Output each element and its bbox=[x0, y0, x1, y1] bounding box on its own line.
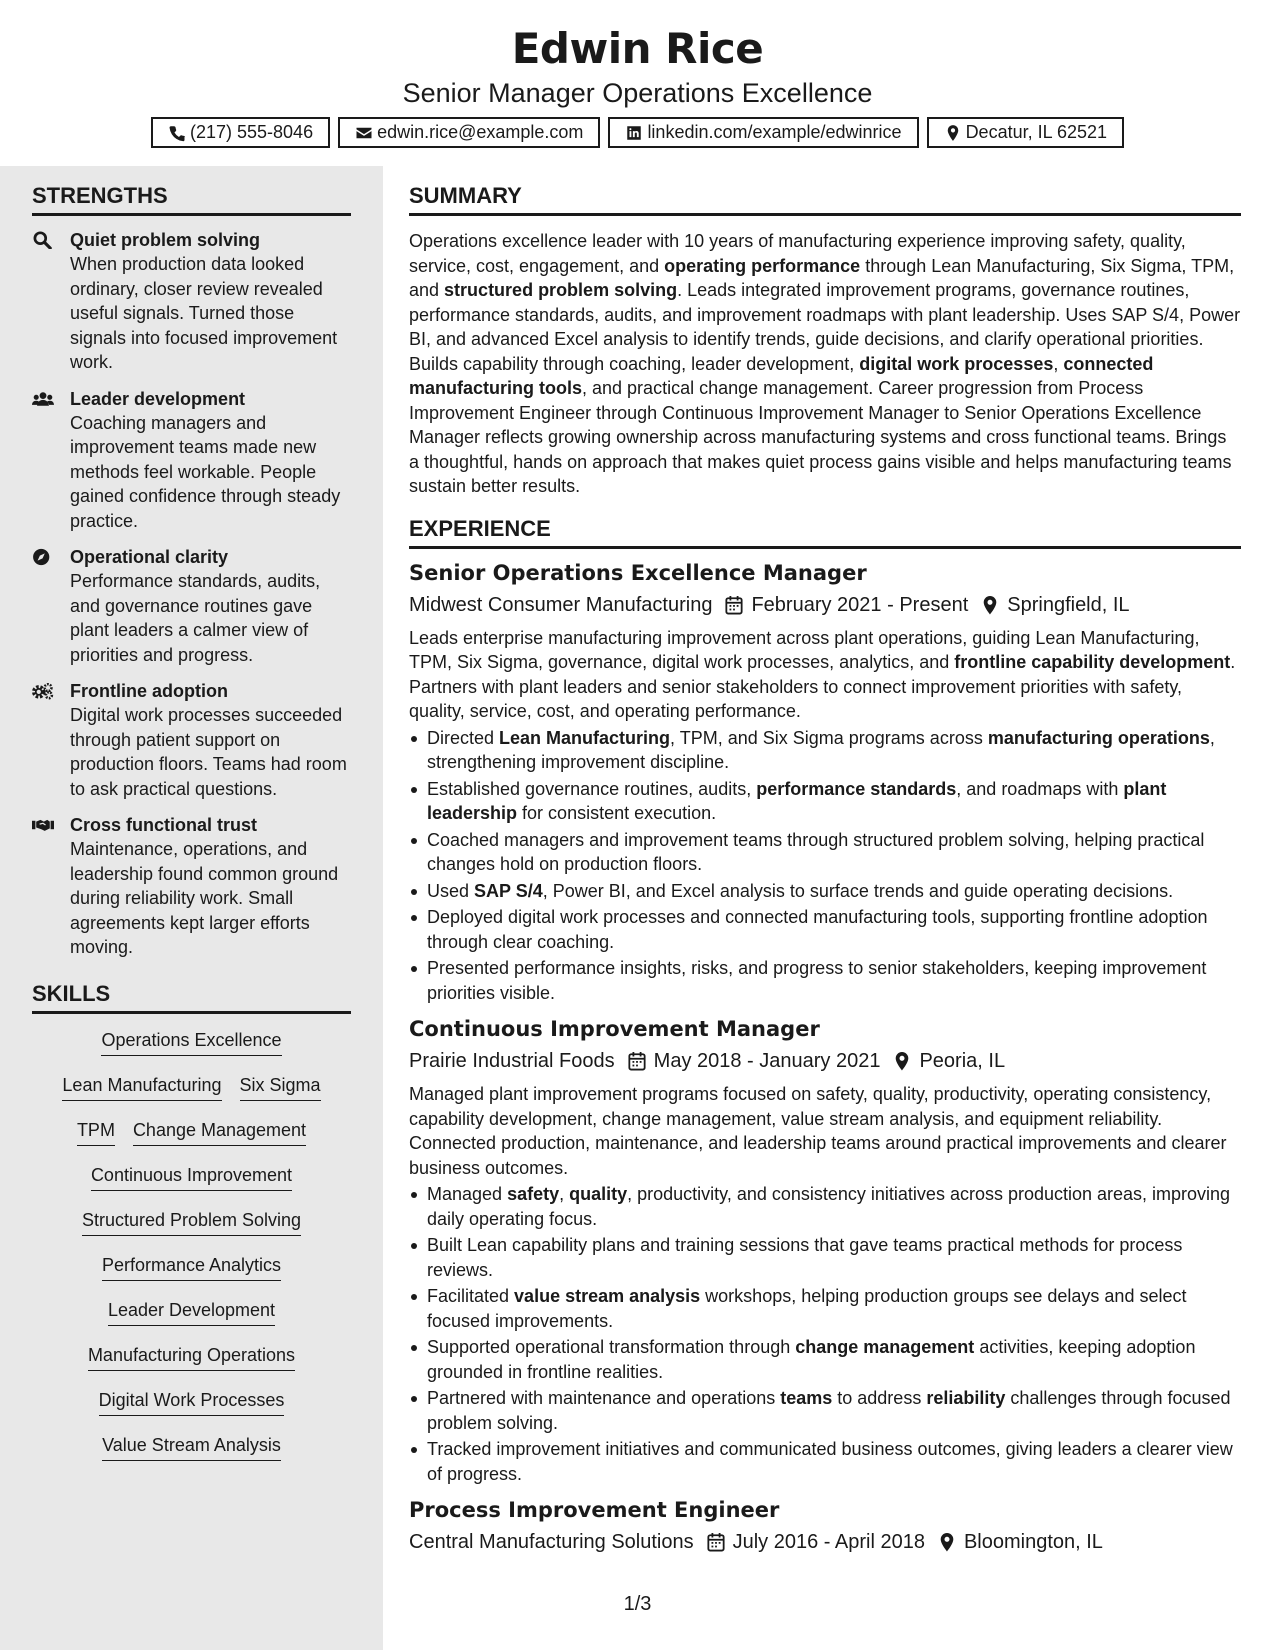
email-contact[interactable] bbox=[338, 117, 600, 148]
linkedin-contact[interactable] bbox=[608, 117, 918, 148]
skill-tag: Value Stream Analysis bbox=[102, 1433, 281, 1461]
company-name: Prairie Industrial Foods bbox=[409, 1050, 615, 1072]
summary-paragraph: Operations excellence leader with 10 years of manufacturing experience improving safety, quality, service, cost, engagement, and operating performance through Lean Manufacturing, Six Sigma, TPM, and structured problem solving. Leads integrated improvement programs, governance routines, performance standards, audits, and improvement roadmaps with plant leadership. Uses SAP S/4, Power BI, and advanced Excel analysis to identify trends, guide decisions, and clarify operational priorities. Builds capability through coaching, leader development, digital work processes, connected manufacturing tools, and practical change management. Career progression from Process Improvement Engineer through Continuous Improvement Manager to Senior Operations Excellence Manager reflects growing ownership across manufacturing systems and cross functional teams. Brings a thoughtful, hands on approach that makes quiet process gains visible and helps manufacturing teams sustain better results. bbox=[409, 231, 1241, 496]
strength-desc: When production data looked ordinary, closer review revealed useful signals. Turned those signals into focused improvement work. bbox=[70, 254, 338, 372]
calendar-icon bbox=[707, 1532, 725, 1552]
bullet-item: Established governance routines, audits, performance standards, and roadmaps with plant leadership for consistent execution. bbox=[409, 777, 1241, 826]
strengths-heading: STRENGTHS bbox=[32, 182, 351, 216]
skill-tag: Leader Development bbox=[108, 1298, 275, 1326]
phone-contact[interactable] bbox=[151, 117, 330, 148]
resume-header bbox=[0, 0, 1275, 148]
strength-desc: Performance standards, audits, and governance routines gave plant leaders a calmer view of priorities and progress. bbox=[70, 571, 321, 665]
bullet-item: Directed Lean Manufacturing, TPM, and Six Sigma programs across manufacturing operations, strengthening improvement discipline. bbox=[409, 726, 1241, 775]
strength-desc: Maintenance, operations, and leadership found common ground during reliability work. Small agreements kept larger efforts moving. bbox=[70, 839, 339, 957]
bullet-item: Managed safety, quality, productivity, and consistency initiatives across production areas, improving daily operating focus. bbox=[409, 1182, 1241, 1231]
strengths-list bbox=[32, 228, 351, 960]
summary-heading: SUMMARY bbox=[409, 182, 1241, 216]
bullet-item: Facilitated value stream analysis workshops, helping production groups see delays and select focused improvements. bbox=[409, 1284, 1241, 1333]
skill-tag: Lean Manufacturing bbox=[62, 1073, 221, 1101]
envelope-icon bbox=[355, 124, 373, 142]
job-dates: July 2016 - April 2018 bbox=[732, 1531, 925, 1553]
skill-tag: Digital Work Processes bbox=[99, 1388, 285, 1416]
job-meta bbox=[409, 590, 1241, 620]
strength-title: Leader development bbox=[70, 388, 246, 409]
skill-tag: Structured Problem Solving bbox=[82, 1208, 301, 1236]
strength-title: Frontline adoption bbox=[70, 681, 228, 701]
phone-text: (217) 555-8046 bbox=[189, 122, 314, 142]
job-dates: May 2018 - January 2021 bbox=[653, 1050, 881, 1072]
phone-icon bbox=[168, 124, 186, 142]
sidebar bbox=[0, 166, 383, 1650]
bullet-item: Used SAP S/4, Power BI, and Excel analysis to surface trends and guide operating decisions. bbox=[409, 879, 1241, 904]
strength-item bbox=[32, 679, 351, 801]
gears-icon bbox=[32, 682, 54, 700]
bullet-item: Partnered with maintenance and operations teams to address reliability challenges through focused problem solving. bbox=[409, 1386, 1241, 1435]
job-meta bbox=[409, 1046, 1241, 1076]
skill-tag: Operations Excellence bbox=[101, 1028, 281, 1056]
skill-tag: Manufacturing Operations bbox=[88, 1343, 295, 1371]
job-entry bbox=[409, 1495, 1241, 1557]
bullet-item: Coached managers and improvement teams through structured problem solving, helping practical changes hold on production floors. bbox=[409, 828, 1241, 877]
contact-bar bbox=[0, 117, 1275, 148]
job-bullets bbox=[409, 1182, 1241, 1486]
job-location: Springfield, IL bbox=[1007, 593, 1130, 616]
compass-icon bbox=[32, 548, 54, 566]
job-description: Leads enterprise manufacturing improvement across plant operations, guiding Lean Manufacturing, TPM, Six Sigma, governance, digital work processes, analytics, and frontline capability development. Partners with plant leaders and senior stakeholders to connect improvement priorities with safety, quality, service, cost, and operating performance. bbox=[409, 627, 1236, 721]
page-number: 1/3 bbox=[623, 1593, 652, 1615]
location-pin-icon bbox=[981, 595, 999, 615]
bullet-item: Built Lean capability plans and training sessions that gave teams practical methods for process reviews. bbox=[409, 1233, 1241, 1282]
job-title: Senior Operations Excellence Manager bbox=[409, 560, 867, 585]
search-icon bbox=[32, 231, 54, 249]
skill-tag: TPM bbox=[77, 1118, 115, 1146]
skill-tag: Performance Analytics bbox=[102, 1253, 281, 1281]
job-location: Bloomington, IL bbox=[963, 1531, 1103, 1553]
candidate-name: Edwin Rice bbox=[511, 24, 764, 73]
bullet-item: Tracked improvement initiatives and communicated business outcomes, giving leaders a clearer view of progress. bbox=[409, 1437, 1241, 1486]
strength-desc: Coaching managers and improvement teams made new methods feel workable. People gained confidence through steady practice. bbox=[70, 412, 341, 531]
handshake-icon bbox=[32, 816, 54, 834]
skill-tag: Continuous Improvement bbox=[91, 1163, 292, 1191]
company-name: Central Manufacturing Solutions bbox=[409, 1531, 694, 1553]
email-text: edwin.rice@example.com bbox=[377, 122, 584, 142]
location-text: Decatur, IL 62521 bbox=[965, 122, 1107, 142]
main-content bbox=[409, 166, 1241, 1557]
job-title: Process Improvement Engineer bbox=[409, 1498, 780, 1522]
strength-title: Quiet problem solving bbox=[70, 230, 261, 250]
location-pin-icon bbox=[893, 1051, 911, 1071]
strength-desc: Digital work processes succeeded through patient support on production floors. Teams had room to ask practical questions. bbox=[70, 705, 347, 799]
location-contact bbox=[927, 117, 1124, 148]
strength-title: Operational clarity bbox=[70, 547, 229, 567]
job-description: Managed plant improvement programs focused on safety, quality, productivity, operating consistency, capability development, change management, value stream analysis, and equipment reliability. Connected production, maintenance, and leadership teams around practical improvements and clearer business outcomes. bbox=[409, 1084, 1227, 1178]
users-icon bbox=[32, 390, 54, 408]
company-name: Midwest Consumer Manufacturing bbox=[409, 593, 713, 616]
strength-item bbox=[32, 813, 351, 960]
job-bullets bbox=[409, 726, 1241, 1006]
linkedin-icon bbox=[625, 124, 643, 142]
skills-list bbox=[32, 1028, 351, 1478]
job-title: Continuous Improvement Manager bbox=[409, 1017, 820, 1041]
job-entry bbox=[409, 1014, 1241, 1486]
strength-item bbox=[32, 387, 351, 534]
strength-title: Cross functional trust bbox=[70, 815, 258, 835]
strength-item bbox=[32, 228, 351, 375]
calendar-icon bbox=[725, 595, 743, 615]
bullet-item: Presented performance insights, risks, and progress to senior stakeholders, keeping improvement priorities visible. bbox=[409, 956, 1241, 1005]
linkedin-text: linkedin.com/example/edwinrice bbox=[647, 122, 902, 142]
bullet-item: Supported operational transformation through change management activities, keeping adoption grounded in frontline realities. bbox=[409, 1335, 1241, 1384]
experience-heading: EXPERIENCE bbox=[409, 515, 1241, 549]
job-location: Peoria, IL bbox=[919, 1050, 1006, 1072]
bullet-item: Deployed digital work processes and connected manufacturing tools, supporting frontline adoption through clear coaching. bbox=[409, 905, 1241, 954]
skill-tag: Six Sigma bbox=[240, 1073, 321, 1101]
candidate-title: Senior Manager Operations Excellence bbox=[402, 78, 873, 108]
strength-item bbox=[32, 545, 351, 667]
calendar-icon bbox=[628, 1051, 646, 1071]
location-pin-icon bbox=[938, 1532, 956, 1552]
skills-heading: SKILLS bbox=[32, 980, 351, 1014]
job-dates: February 2021 - Present bbox=[751, 593, 969, 616]
location-pin-icon bbox=[944, 124, 962, 142]
job-entry bbox=[409, 558, 1241, 1006]
skill-tag: Change Management bbox=[133, 1118, 306, 1146]
job-meta bbox=[409, 1527, 1241, 1557]
